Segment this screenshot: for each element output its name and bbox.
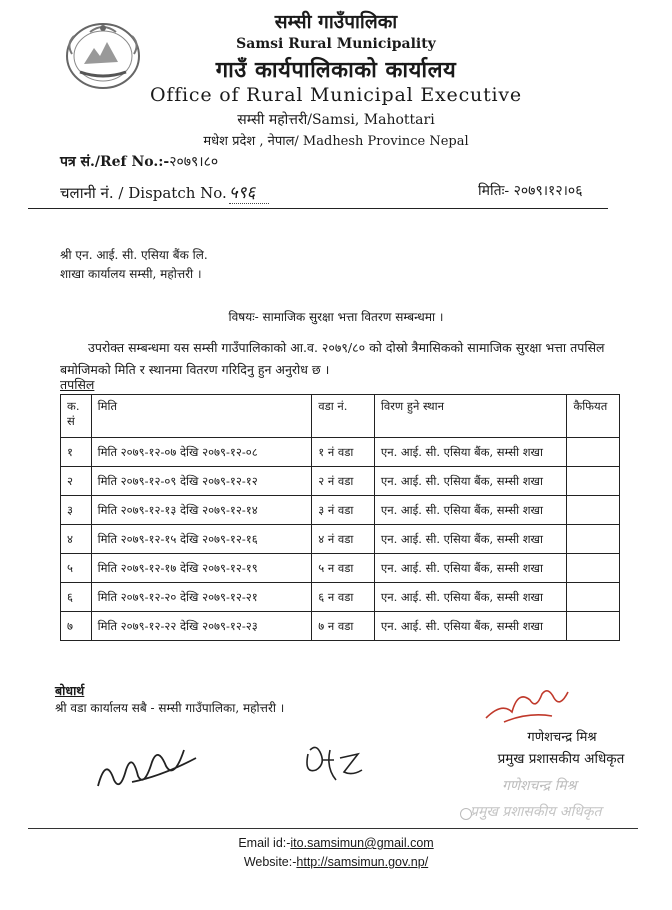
signatory-title: प्रमुख प्रशासकीय अधिकृत [497,751,625,767]
recipient-line-1: श्री एन. आई. सी. एसिया बैंक लि. [60,248,208,262]
faded-stamp-title: प्रमुख प्रशासकीय अधिकृत [470,804,602,820]
letter-date [478,181,582,200]
table-header-row [61,395,620,438]
cell-place: एन. आई. सी. एसिया बैंक, सम्सी शखा [374,438,567,467]
cell-date: मिति २०७९-१२-१५ देखि २०७९-१२-१६ [91,525,312,554]
ref-label: पत्र सं./Ref No.:- [60,154,170,170]
letter-subject: विषयः- सामाजिक सुरक्षा भत्ता वितरण सम्बन्धमा । [228,310,444,324]
cell-sn: २ [61,467,92,496]
cell-date: मिति २०७९-१२-०७ देखि २०७९-१२-०८ [91,438,312,467]
cell-ward: ४ नं वडा [312,525,375,554]
cc-title: बोधार्थ [55,683,85,698]
table-row [61,496,620,525]
website-link[interactable]: http://samsimun.gov.np/ [296,855,429,869]
cell-place: एन. आई. सी. एसिया बैंक, सम्सी शखा [374,467,567,496]
cell-sn: ५ [61,554,92,583]
office-name-np: गाउँ कार्यपालिकाको कार्यालय [215,57,457,83]
table-row [61,583,620,612]
cell-remarks [567,496,620,525]
cell-date: मिति २०७९-१२-०९ देखि २०७९-१२-१२ [91,467,312,496]
handwritten-signature-red [482,682,572,726]
letter-body: उपरोक्त सम्बन्धमा यस सम्सी गाउँपालिकाको आ.व. २०७९/८० को दोस्रो त्रैमासिकको सामाजिक सुरक्षा भत्ता तपसिल बमोजिमको मिति र स्थानमा वितरण गरिदिनु हुन अनुरोध छ । [60,340,605,377]
faded-stamp-name: गणेशचन्द्र मिश्र [502,778,577,794]
cell-remarks [567,554,620,583]
footer-divider [28,828,638,829]
col-header-remarks: कैफियत [567,395,620,438]
cell-sn: ४ [61,525,92,554]
cell-date: मिति २०७९-१२-१७ देखि २०७९-१२-१९ [91,554,312,583]
date-value: २०७९।१२।०६ [513,183,583,199]
footer-website [0,855,672,869]
cell-sn: १ [61,438,92,467]
cell-date: मिति २०७९-१२-१३ देखि २०७९-१२-१४ [91,496,312,525]
cell-place: एन. आई. सी. एसिया बैंक, सम्सी शखा [374,612,567,641]
cell-sn: ७ [61,612,92,641]
cell-date: मिति २०७९-१२-२० देखि २०७९-१२-२१ [91,583,312,612]
office-province: मधेश प्रदेश , नेपाल/ Madhesh Province Nepal [203,134,469,149]
col-header-ward: वडा नं. [312,395,375,438]
handwritten-initials-middle [300,740,370,790]
cell-remarks [567,438,620,467]
cell-place: एन. आई. सी. एसिया बैंक, सम्सी शखा [374,525,567,554]
col-header-place: विरण हुने स्थान [374,395,567,438]
col-header-date: मिति [91,395,312,438]
table-row [61,554,620,583]
cell-place: एन. आई. सी. एसिया बैंक, सम्सी शखा [374,554,567,583]
office-name-en: Office of Rural Municipal Executive [150,84,522,106]
handwritten-signature-left [92,736,202,796]
cell-ward: ५ न वडा [312,554,375,583]
table-row [61,525,620,554]
website-label: Website:- [243,855,297,869]
municipality-name-en: Samsi Rural Municipality [236,36,436,52]
cell-remarks [567,525,620,554]
col-header-sn: क. सं [61,395,92,438]
email-link[interactable]: ito.samsimun@gmail.com [290,836,434,850]
cell-sn: ६ [61,583,92,612]
signatory-name: गणेशचन्द्र मिश्र [527,730,597,745]
footer-email [0,836,672,850]
date-label: मितिः- [478,183,510,199]
email-label: Email id:- [238,836,291,850]
cell-sn: ३ [61,496,92,525]
dispatch-label: चलानी नं. / Dispatch No. [60,184,227,202]
reference-number [60,152,218,171]
office-address: सम्सी महोत्तरी/Samsi, Mahottari [237,112,435,128]
table-row [61,438,620,467]
cell-place: एन. आई. सी. एसिया बैंक, सम्सी शखा [374,496,567,525]
cell-remarks [567,467,620,496]
cell-ward: ३ नं वडा [312,496,375,525]
header-divider [28,208,608,209]
dispatch-value: ५९६ [229,180,269,204]
cell-ward: ६ न वडा [312,583,375,612]
ref-value: २०७९।८० [169,154,219,170]
schedule-title: तपसिल [60,377,95,392]
cell-date: मिति २०७९-१२-२२ देखि २०७९-१२-२३ [91,612,312,641]
cell-ward: २ नं वडा [312,467,375,496]
cell-place: एन. आई. सी. एसिया बैंक, सम्सी शखा [374,583,567,612]
cell-ward: १ नं वडा [312,438,375,467]
table-row [61,467,620,496]
recipient-line-2: शाखा कार्यालय सम्सी, महोत्तरी । [60,267,202,281]
schedule-table [60,394,620,641]
dispatch-number [60,180,269,204]
cell-remarks [567,583,620,612]
cell-remarks [567,612,620,641]
table-row [61,612,620,641]
cc-recipients: श्री वडा कार्यालय सबै - सम्सी गाउँपालिका, महोत्तरी । [55,701,285,715]
municipality-name-np: सम्सी गाउँपालिका [274,11,398,33]
cell-ward: ७ न वडा [312,612,375,641]
